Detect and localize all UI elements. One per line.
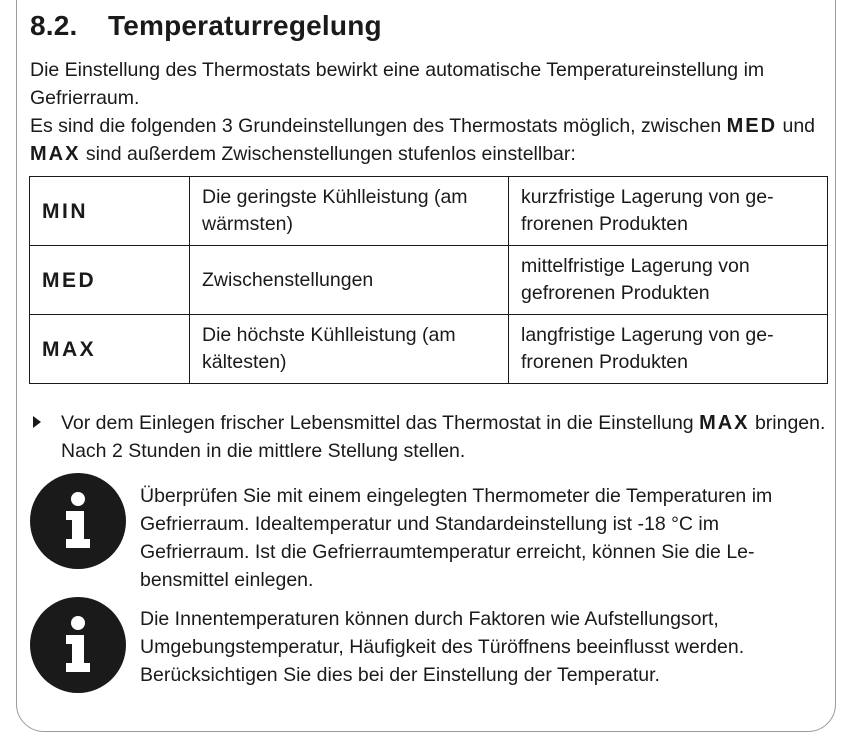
intro-settings-paragraph [30, 112, 825, 168]
effect-cell: Zwischenstellungen [190, 246, 509, 315]
section-number: 8.2. [30, 10, 78, 41]
keyword-med: MED [726, 115, 778, 137]
info-note-text: Überprüfen Sie mit einem eingelegten Thermometer die Temperaturen im Gefrierraum. Idealtemperatur und Standardeinstellung ist -18 °C im Gefrierraum. Ist die Gefrierraumtemperatur erreicht, können Sie die Le-bensmittel einlegen. [140, 485, 773, 591]
info-icon [30, 597, 126, 693]
intro-text-part: Es sind die folgenden 3 Grundeinstellungen des Thermostats möglich, zwischen [30, 115, 727, 137]
table-row [30, 246, 828, 315]
setting-cell: MED [30, 246, 190, 315]
keyword-max: MAX [699, 412, 750, 434]
info-icon [30, 473, 126, 569]
section-title: Temperaturregelung [108, 10, 382, 41]
intro-text-part: sind außerdem Zwischenstellungen stufenlos einstellbar: [80, 143, 576, 165]
table-row [30, 315, 828, 384]
setting-cell: MAX [30, 315, 190, 384]
intro-text-part: und [777, 115, 816, 137]
instruction-text [61, 409, 836, 465]
table-row [30, 177, 828, 246]
storage-cell: mittelfristige Lagerung von gefrorenen Produkten [509, 246, 828, 315]
effect-cell: Die geringste Kühlleistung (am wärmsten) [190, 177, 509, 246]
instruction-text-part: bringen. Nach 2 Stunden in die mittlere Stellung stellen. [61, 412, 826, 462]
intro-paragraph: Die Einstellung des Thermostats bewirkt eine automatische Temperatureinstellung im Gefrierraum. [30, 59, 765, 109]
bullet-arrow-icon [33, 416, 41, 428]
info-note-text: Die Innentemperaturen können durch Faktoren wie Aufstellungsort, Umgebungstemperatur, Häufigkeit des Türöffnens beeinflusst werden. Berücksichtigen Sie dies bei der Einstellung der Temperatur. [140, 608, 745, 686]
storage-cell: kurzfristige Lagerung von ge-frorenen Produkten [509, 177, 828, 246]
thermostat-settings-table [29, 176, 828, 384]
storage-cell: langfristige Lagerung von ge-frorenen Produkten [509, 315, 828, 384]
instruction-text-part: Vor dem Einlegen frischer Lebensmittel das Thermostat in die Einstellung [61, 412, 700, 434]
keyword-max: MAX [30, 143, 81, 165]
section-heading [30, 10, 382, 42]
setting-cell: MIN [30, 177, 190, 246]
effect-cell: Die höchste Kühlleistung (am kältesten) [190, 315, 509, 384]
